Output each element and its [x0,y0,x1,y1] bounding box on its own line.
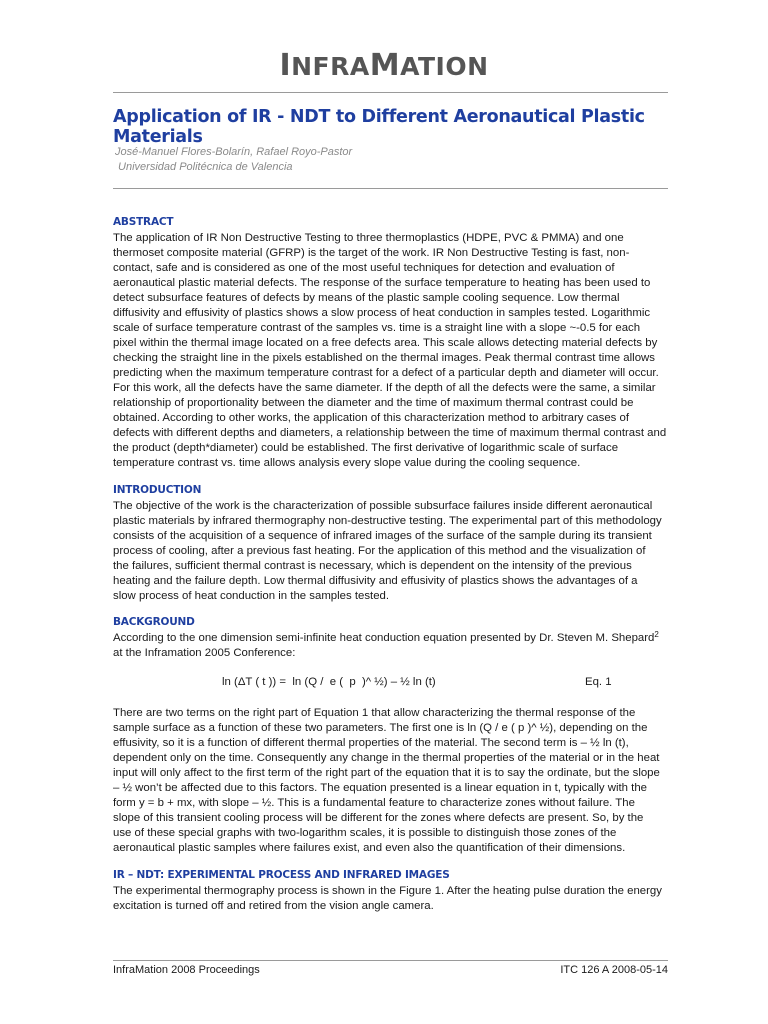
text-line: The application of IR Non Destructive Testing to three thermoplastics (HDPE, PVC & PMMA) and one [113,232,624,244]
text-line: effusivity, so it is a function of different thermal properties of the material. The second term is – ½ ln (t), [113,737,629,749]
text-line: the failures, sufficient thermal contrast is necessary, which is dependent on the intensity of the previous [113,560,632,572]
text-line: aeronautical plastic material defects. The response of the surface temperature to heating has been used to [113,277,651,289]
text-line: For this work, all the defects have the same diameter. If the depth of all the defects were the same, a similar [113,382,656,394]
abstract-heading: ABSTRACT [113,216,174,228]
text-line: pixel within the thermal image located on a free defects area. This scale allows detecting material defects by [113,337,658,349]
text-line: relationship of proportionality between the diameter and the time of maximum thermal contrast could be [113,397,634,409]
text-line: checking the straight line in the pixels established on the thermal images. Peak thermal contrast time allows [113,352,655,364]
footer-proceedings: InfraMation 2008 Proceedings [113,964,260,976]
background-intro [113,631,673,661]
text-line: scale of surface temperature contrast of the samples vs. time is a straight line with a slope ~-0.5 for each [113,322,641,334]
text-line: excitation is turned off and retired from the vision angle camera. [113,900,434,912]
text-line: diffusivity and effusivity of plastics shows a slow process of heat conduction in samples tested. Logarithmic [113,307,651,319]
paper-title: Application of IR - NDT to Different Aeronautical Plastic Materials [113,107,645,147]
equation-1: ln (ΔT ( t )) = ln (Q / e ( p )^ ½) – ½ ln (t) [222,676,436,688]
text-line: use of these special graphs with two-logarithm scales, it is possible to distinguish those zones of the [113,827,617,839]
text-line: detect subsurface features of defects by means of the plastic sample cooling sequence. Low thermal [113,292,620,304]
text-line: obtained. According to other works, the application of this characterization method to arbitrary cases of [113,412,630,424]
text-line: slow process of heat conduction in the samples tested. [113,590,390,602]
experimental-heading: IR – NDT: EXPERIMENTAL PROCESS AND INFRARED IMAGES [113,869,450,881]
text-line: contact, safe and is considered as one of the most useful techniques for detection and evaluation of [113,262,615,274]
equation-label: Eq. 1 [585,676,612,688]
text-line: dependent only on the time. Consequently any change in the thermal properties of the material or in the heat [113,752,660,764]
author-block [115,145,615,175]
introduction-heading: INTRODUCTION [113,484,202,496]
text-line: plastic materials by infrared thermography non-destructive testing. The experimental part of this methodology [113,515,662,527]
author-divider [113,188,668,189]
footer-paper-id: ITC 126 A 2008-05-14 [560,964,668,976]
header-divider [113,92,668,93]
text-line: temperature contrast vs. time allows analysis every slope value during the cooling sequence. [113,457,581,469]
text-line: heating and the failure depth. Low thermal diffusivity and effusivity of plastics shows the advantages of a [113,575,638,587]
text-line: defects with different depths and diameters, a relationship between the time of maximum thermal contrast and [113,427,667,439]
text-line: – ½ won’t be affected due to this factors. The equation presented is a linear equation in t, typically with the [113,782,648,794]
footer-divider [113,960,668,961]
inframation-logo: INFRAMATION [279,48,489,83]
text-line: process of cooling, after a previous fast heating. For the application of this method and the visualization of [113,545,646,557]
text-line: the product (depth*diameter) could be established. The first derivative of logarithmic scale of surface [113,442,619,454]
text-line: input will only affect to the first term of the right part of the equation that it is to say the ordinate, but the slope [113,767,660,779]
reference-superscript: 2 [654,630,659,639]
text-line: slope of this transient cooling process will be different for the zones where defects are present. So, by the [113,812,644,824]
text-line: predicting when the maximum temperature contrast for a defect of a particular depth and diameter will occur. [113,367,659,379]
text-line: thermoset composite material (GFRP) is the target of the work. IR Non Destructive Testing is fast, non- [113,247,630,259]
text-line: sample surface as a function of these two parameters. The first one is ln (Q / e ( p )^ ½), depending on the [113,722,648,734]
text-line: consists of the acquisition of a sequence of infrared images of the surface of the sample during its transient [113,530,652,542]
introduction-text [113,499,673,604]
background-text [113,706,673,856]
background-intro-line: at the Inframation 2005 Conference: [113,647,296,659]
affiliation: Universidad Politécnica de Valencia [115,161,293,173]
background-intro-line: According to the one dimension semi-infinite heat conduction equation presented by Dr. Steven M. Shepard [113,632,655,644]
text-line: form y = b + mx, with slope – ½. This is a fundamental feature to characterize zones without failure. The [113,797,635,809]
text-line: There are two terms on the right part of Equation 1 that allow characterizing the thermal response of the [113,707,636,719]
background-heading: BACKGROUND [113,616,195,628]
authors: José-Manuel Flores-Bolarín, Rafael Royo-Pastor [115,146,353,158]
abstract-text [113,231,673,471]
text-line: The experimental thermography process is shown in the Figure 1. After the heating pulse duration the energy [113,885,662,897]
text-line: aeronautical plastic samples where failures exist, and even also the quantification of their dimensions. [113,842,626,854]
text-line: The objective of the work is the characterization of possible subsurface failures inside different aeronautical [113,500,653,512]
experimental-text [113,884,673,914]
